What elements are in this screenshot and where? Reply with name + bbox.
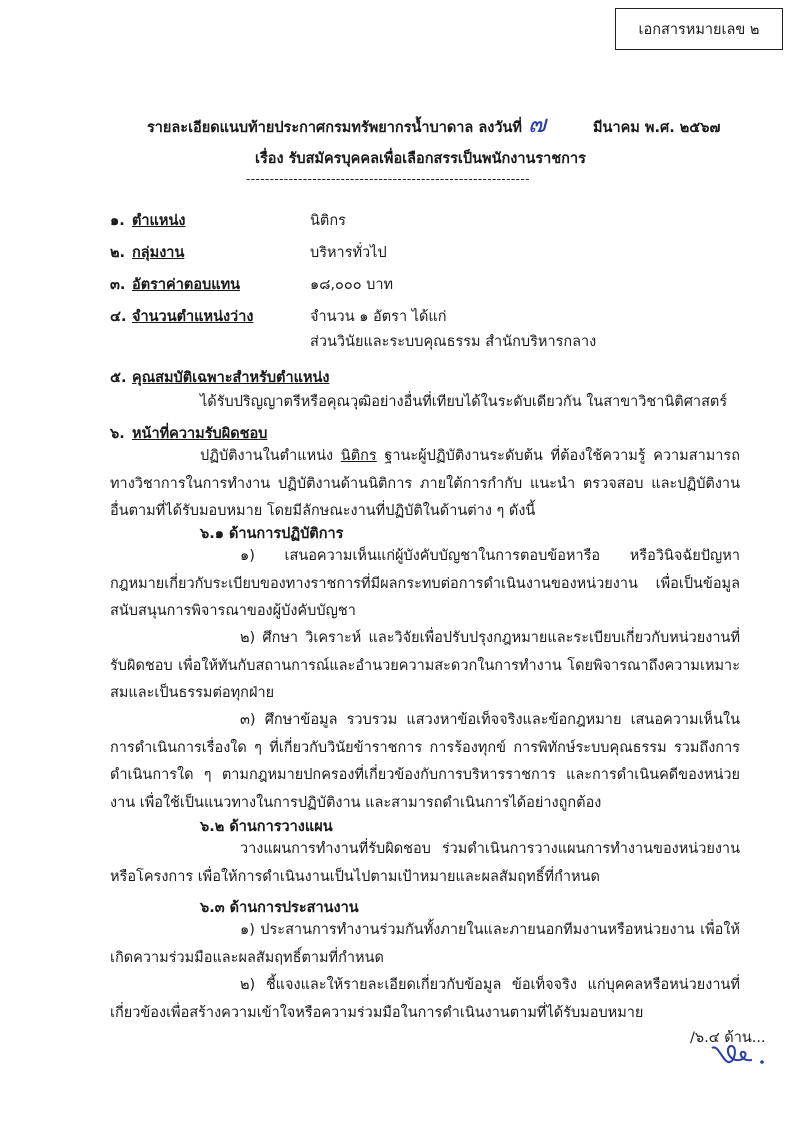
section5-heading: คุณสมบัติเฉพาะสำหรับตำแหน่ง <box>132 370 330 386</box>
handwritten-day: ๗ <box>528 110 547 138</box>
item-value: นิติกร <box>310 213 346 229</box>
item-value: จำนวน ๑ อัตรา ได้แก่ <box>310 309 447 325</box>
section5-text: ได้รับปริญญาตรีหรือคุณวุฒิอย่างอื่นที่เทียบได้ในระดับเดียวกัน ในสาขาวิชานิติศาสตร์ <box>200 394 728 410</box>
sub3-heading: ๖.๓ ด้านการประสานงาน <box>200 900 359 916</box>
subject: เรื่อง รับสมัครบุคคลเพื่อเลือกสรรเป็นพนักงานราชการ <box>255 151 586 167</box>
item-value-unit: ส่วนวินัยและระบบคุณธรรม สำนักบริหารกลาง <box>310 334 597 350</box>
intro-text: ปฏิบัติงานในตำแหน่ง <box>200 448 334 464</box>
sub2-item: วางแผนการทำงานที่รับผิดชอบ ร่วมดำเนินการวางแผนการทำงานของหน่วยงานหรือโครงการ เพื่อให้การดำเนินงานเป็นไปตามเป้าหมายและผลสัมฤทธิ์ที่กำหนด <box>110 841 740 885</box>
section6-number: ๖. <box>110 426 125 442</box>
item-number: ๒. <box>110 245 126 261</box>
item-label: ตำแหน่ง <box>132 213 186 229</box>
intro-position: นิติกร <box>340 448 377 464</box>
sub3-item: ๑) ประสานการทำงานร่วมกันทั้งภายในและภายนอกทีมงานหรือหน่วยงาน เพื่อให้เกิดความร่วมมือและผลสัมฤทธิ์ตามที่กำหนด <box>110 922 740 966</box>
item-value: ๑๘,๐๐๐ บาท <box>310 277 394 293</box>
document-number-box <box>615 8 783 50</box>
sub1-item: ๓) ศึกษาข้อมูล รวบรวม แสวงหาข้อเท็จจริงและข้อกฎหมาย เสนอความเห็นในการดำเนินการเรื่องใด ๆ ที่เกี่ยวกับวินัยข้าราชการ การร้องทุกข์ การพิทักษ์ระบบคุณธรรม รวมถึงการดำเนินการใด ๆ ตามกฎหมายปกครองที่เกี่ยวข้องกับการบริหารราชการ และการดำเนินคดีของหน่วยงาน เพื่อใช้เป็นแนวทางในการปฏิบัติงาน และสามารถดำเนินการได้อย่างถูกต้อง <box>110 712 740 811</box>
signature-initials <box>708 1040 768 1068</box>
item-number: ๑. <box>110 213 125 229</box>
continuation-note: /๖.๔ ด้าน... <box>690 1030 766 1046</box>
sub1-heading: ๖.๑ ด้านการปฏิบัติการ <box>200 526 344 542</box>
sub2-heading: ๖.๒ ด้านการวางแผน <box>200 819 333 835</box>
item-label: จำนวนตำแหน่งว่าง <box>132 309 254 325</box>
title-prefix: รายละเอียดแนบท้ายประกาศกรมทรัพยากรน้ำบาดาล ลงวันที่ <box>147 120 522 136</box>
sub3-item: ๒) ชี้แจงและให้รายละเอียดเกี่ยวกับข้อมูล ข้อเท็จจริง แก่บุคคลหรือหน่วยงานที่เกี่ยวข้องเพื่อสร้างความเข้าใจหรือความร่วมมือในการดำเนินงานตามที่ได้รับมอบหมาย <box>110 977 740 1021</box>
section6-heading: หน้าที่ความรับผิดชอบ <box>132 426 268 442</box>
item-number: ๔. <box>110 309 127 325</box>
section6-intro <box>110 443 740 526</box>
item-value: บริหารทั่วไป <box>310 245 387 261</box>
section5-number: ๕. <box>110 370 127 386</box>
intro-text: ฐานะผู้ปฏิบัติงานระดับต้น ที่ต้องใช้ความรู้ ความสามารถทางวิชาการในการทำงาน ปฏิบัติงานด้านนิติการ ภายใต้การกำกับ แนะนำ ตรวจสอบ และปฏิบัติงานอื่นตามที่ได้รับมอบหมาย โดยมีลักษณะงานที่ปฏิบัติในด้านต่าง ๆ ดังนี้ <box>110 448 740 520</box>
divider: ------------------------------------------------------------ <box>246 172 530 186</box>
title-suffix: มีนาคม พ.ศ. ๒๕๖๗ <box>593 120 721 136</box>
sub1-item: ๑) เสนอความเห็นแก่ผู้บังคับบัญชาในการตอบข้อหารือ หรือวินิจฉัยปัญหากฎหมายเกี่ยวกับระเบียบของทางราชการที่มีผลกระทบต่อการดำเนินงานของหน่วยงาน เพื่อเป็นข้อมูลสนับสนุนการพิจารณาของผู้บังคับบัญชา <box>110 548 740 620</box>
item-label: กลุ่มงาน <box>132 245 185 261</box>
sub1-item: ๒) ศึกษา วิเคราะห์ และวิจัยเพื่อปรับปรุงกฎหมายและระเบียบเกี่ยวกับหน่วยงานที่รับผิดชอบ เพื่อให้ทันกับสถานการณ์และอำนวยความสะดวกในการทำงาน โดยพิจารณาถึงความเหมาะสมและเป็นธรรมต่อทุกฝ่าย <box>110 630 740 702</box>
document-number: เอกสารหมายเลข ๒ <box>638 21 760 38</box>
item-label: อัตราค่าตอบแทน <box>132 277 241 293</box>
item-number: ๓. <box>110 277 126 293</box>
